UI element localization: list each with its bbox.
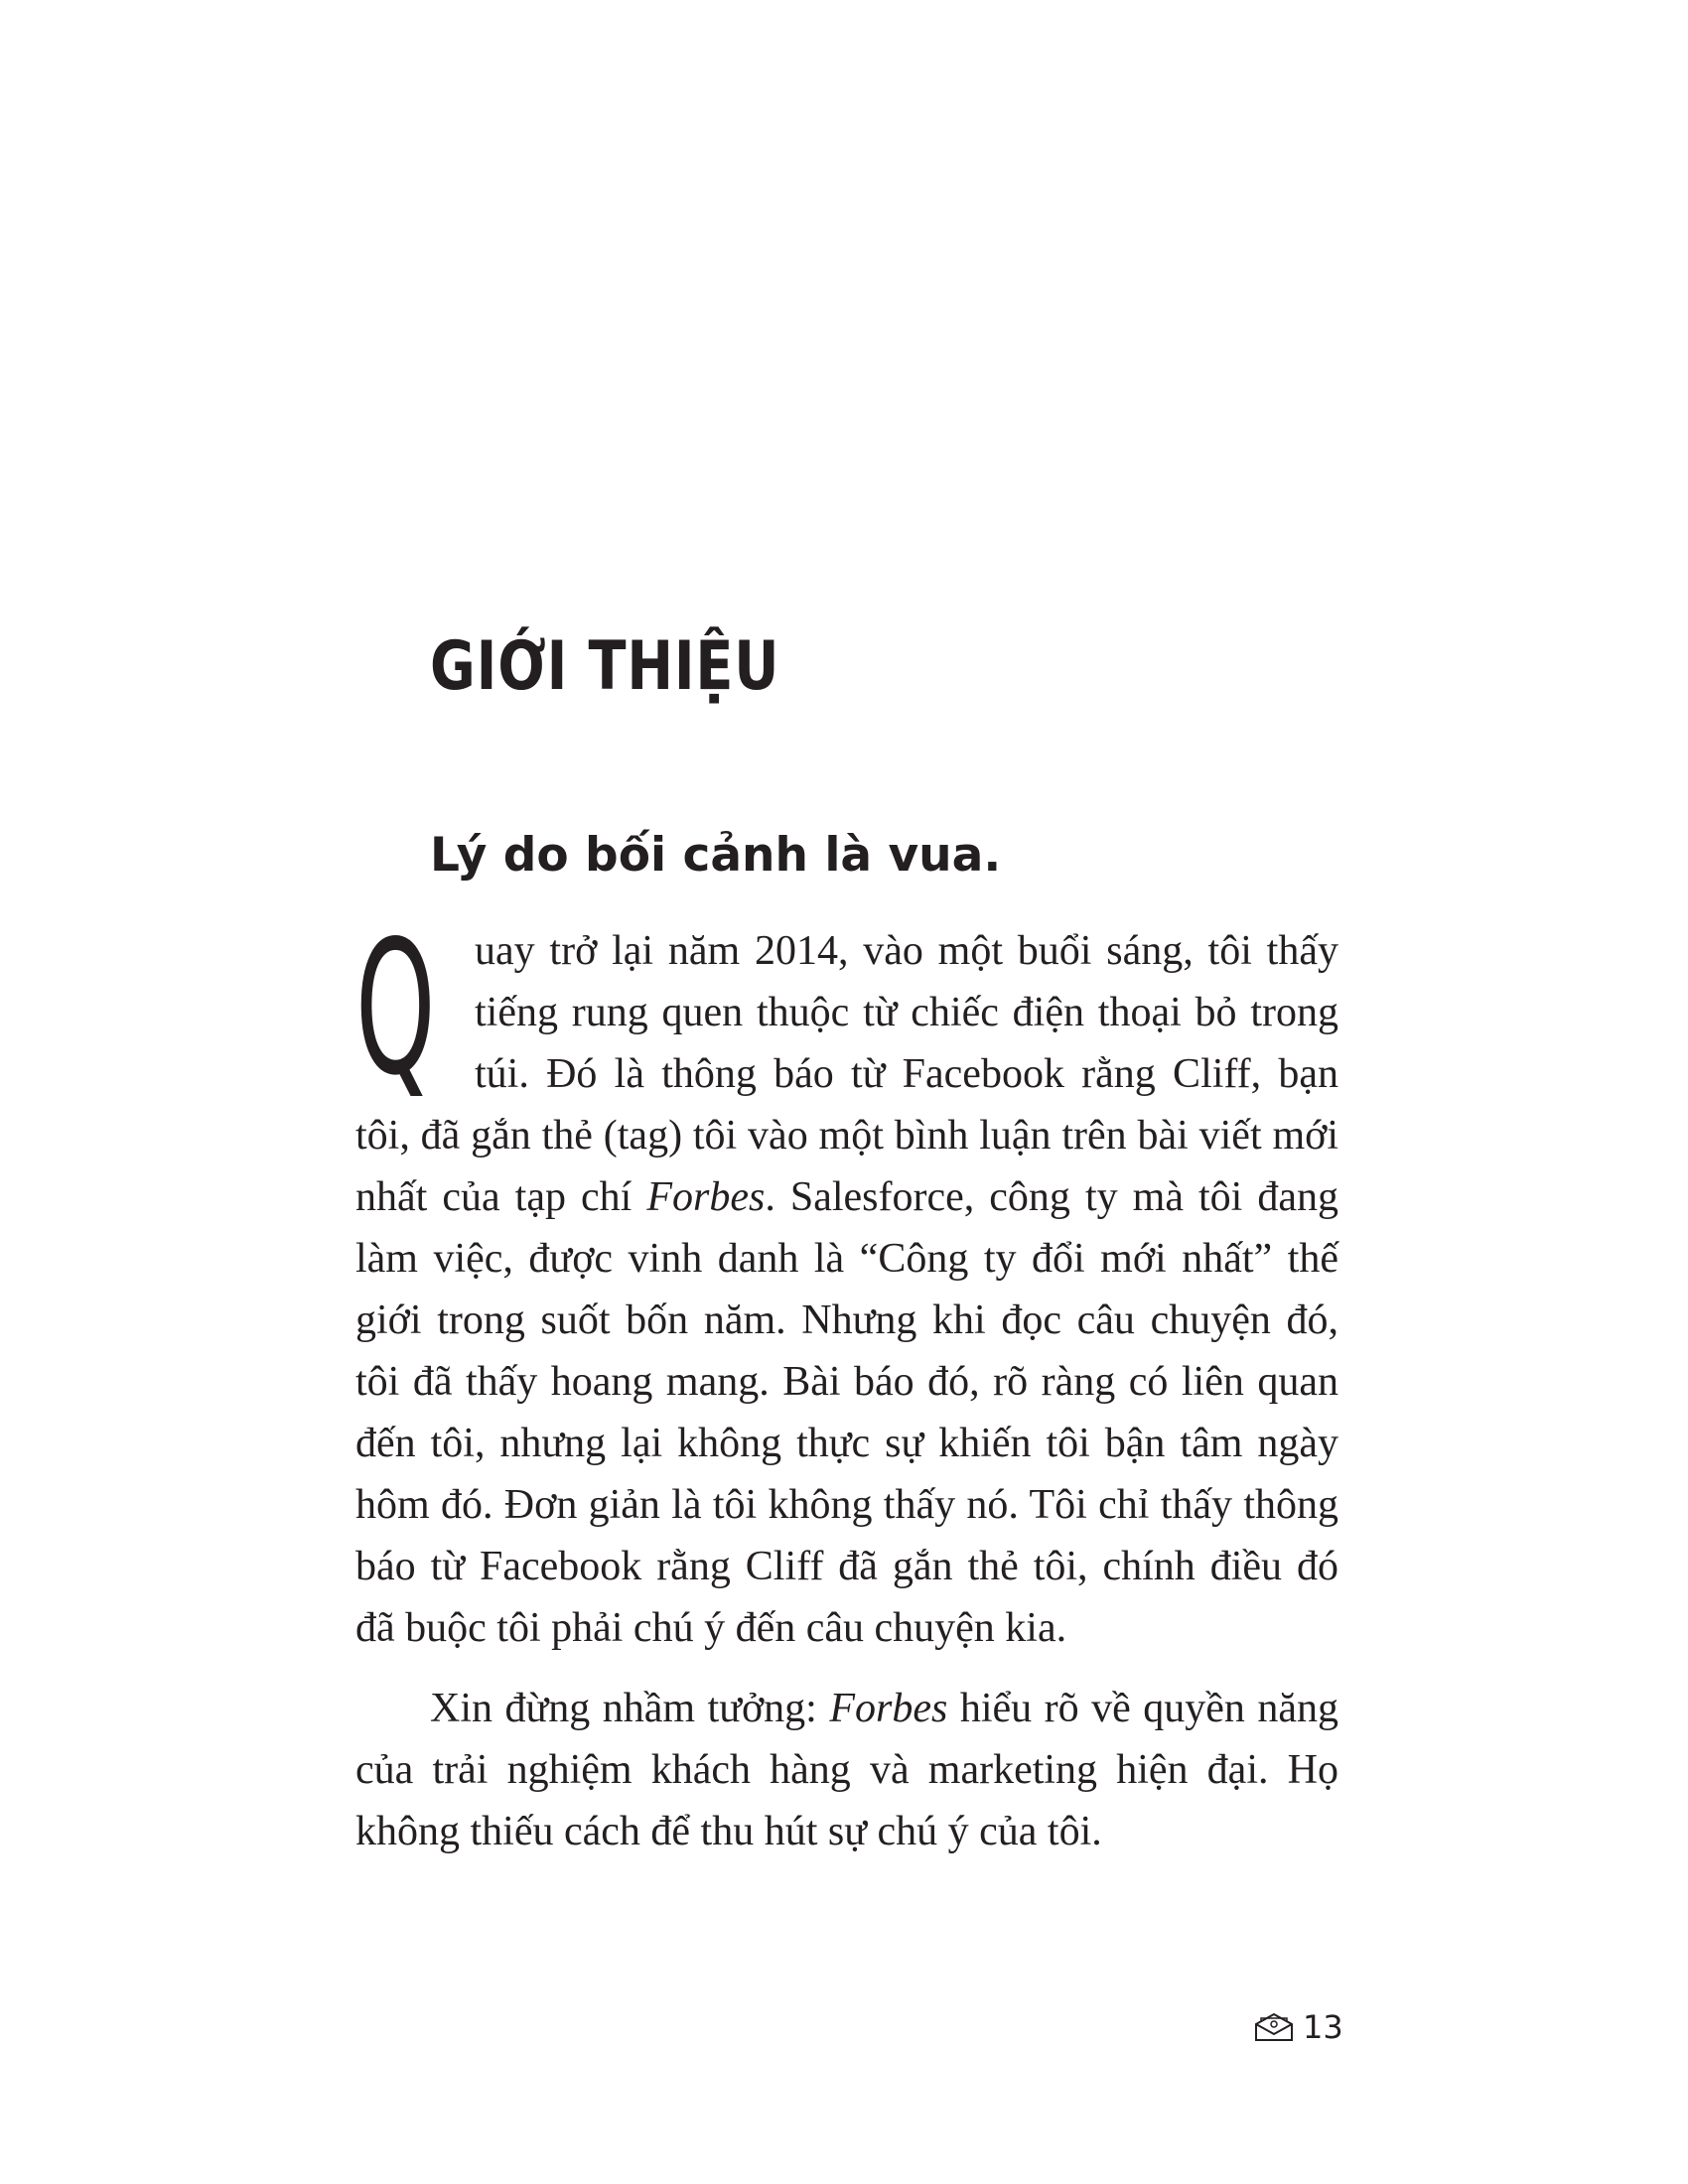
body-text — [355, 900, 1338, 1862]
section-heading: Lý do bối cảnh là vua. — [430, 828, 1002, 883]
envelope-icon — [1253, 2012, 1295, 2042]
paragraph-2-text-b: hiểu rõ về quyền năng của trải nghiệm khách hàng và marketing hiện đại. Họ không thiếu cách để thu hút sự chú ý của tôi. — [355, 1686, 1338, 1854]
drop-cap: Q — [355, 900, 436, 1116]
paragraph-2 — [355, 1678, 1338, 1862]
paragraph-2-text-a: Xin đừng nhầm tưởng: — [430, 1686, 830, 1731]
chapter-title: GIỚI THIỆU — [430, 627, 780, 706]
paragraph-2-italic: Forbes — [829, 1686, 948, 1731]
paragraph-1 — [355, 900, 1338, 1659]
page-number: 13 — [1303, 2008, 1343, 2046]
paragraph-1-text-b: . Salesforce, công ty mà tôi đang làm việc, được vinh danh là “Công ty đổi mới nhất” thế giới trong suốt bốn năm. Nhưng khi đọc câu chuyện đó, tôi đã thấy hoang mang. Bài báo đó, rõ ràng có liên quan đến tôi, nhưng lại không thực sự khiến tôi bận tâm ngày hôm đó. Đơn giản là tôi không thấy nó. Tôi chỉ thấy thông báo từ Facebook rằng Cliff đã gắn thẻ tôi, chính điều đó đã buộc tôi phải chú ý đến câu chuyện kia. — [355, 1174, 1338, 1651]
page-footer — [1253, 2007, 1343, 2047]
paragraph-1-italic: Forbes — [646, 1174, 766, 1220]
paragraph-1-text-a: uay trở lại năm 2014, vào một buổi sáng, tôi thấy tiếng rung quen thuộc từ chiếc điện thoại bỏ trong túi. Đó là thông báo từ Facebook rằng Cliff, bạn tôi, đã gắn thẻ (tag) tôi vào một bình luận trên bài viết mới nhất của tạp chí — [355, 928, 1338, 1220]
